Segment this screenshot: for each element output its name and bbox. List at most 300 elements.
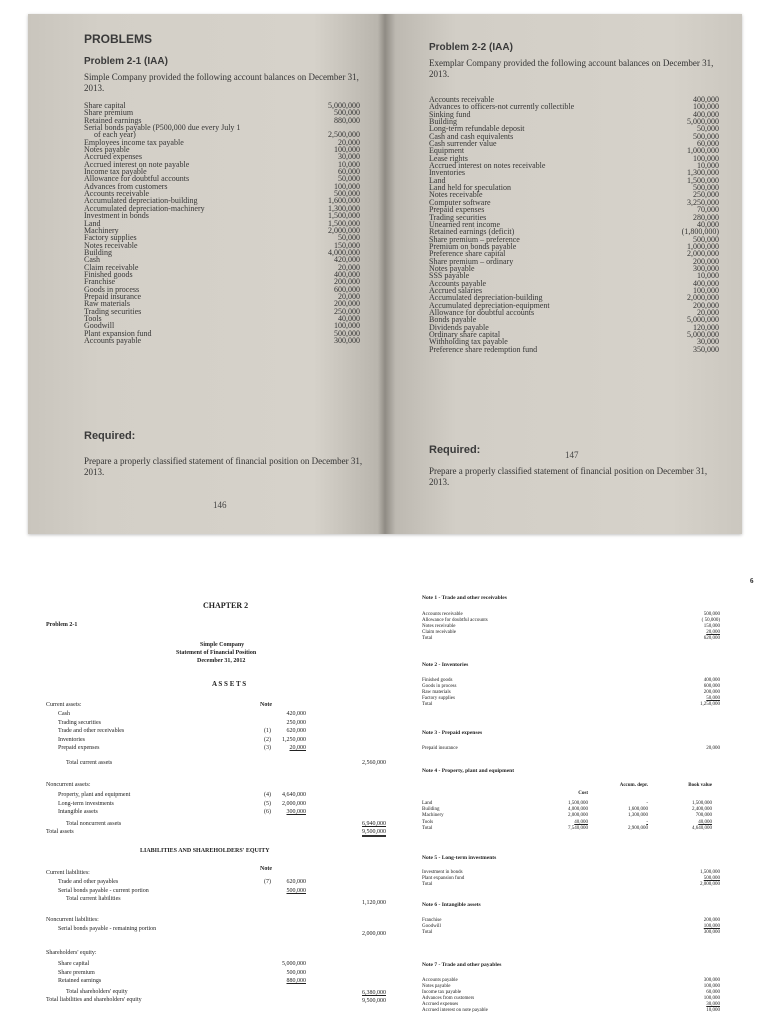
account-balance: 300,000 (693, 263, 719, 273)
ppe-accum-depr: 1,300,000 (628, 813, 648, 819)
account-balance: 500,000 (334, 328, 360, 338)
account-name: Land (429, 175, 446, 185)
account-name: Trading securities (429, 212, 487, 222)
account-balance: 3,250,000 (687, 197, 719, 207)
account-name: Lease rights (429, 153, 468, 163)
note-5-title: Note 5 - Long-term investments (422, 855, 497, 861)
ppe-item-label: Machinery (422, 813, 444, 819)
account-balance: 10,000 (338, 159, 360, 169)
note-item-label: Prepaid insurance (422, 746, 458, 751)
statement-line-amount: 420,000 (286, 711, 306, 717)
account-balance: 100,000 (334, 321, 360, 331)
account-name: Accrued expenses (84, 152, 142, 162)
required-text: Prepare a properly classified statement of financial position on December 31, 2013. (429, 466, 708, 487)
account-row (84, 249, 360, 256)
ppe-accum-depr: 2,900,000 (628, 825, 648, 831)
account-balance: 400,000 (693, 95, 719, 104)
ppe-accum-depr: - (646, 819, 648, 825)
note-item-amount: 1,250,000 (700, 702, 720, 708)
note-item-label: Raw materials (422, 690, 451, 696)
note-item-label: Allowance for doubtful accounts (422, 618, 488, 624)
account-balance: 50,000 (338, 174, 360, 184)
account-name: Inventories (429, 168, 465, 178)
account-balance: 1,500,000 (687, 175, 719, 185)
account-row (84, 315, 360, 322)
account-balance: 880,000 (334, 115, 360, 125)
account-name: Investment in bonds (84, 211, 149, 221)
account-name: Cash and cash equivalents (429, 131, 514, 141)
account-name: Share capital (84, 101, 126, 110)
account-balance: 100,000 (693, 102, 719, 112)
account-balance: 300,000 (334, 336, 360, 345)
account-balance: 50,000 (338, 233, 360, 243)
required-label: Required: (84, 430, 136, 442)
account-balance: 500,000 (334, 108, 360, 118)
account-name: Accumulated depreciation-building (429, 293, 543, 303)
note-item-amount: 2,000,000 (700, 882, 720, 888)
statement-line-amount: 500,000 (286, 969, 306, 976)
account-balance: 500,000 (693, 131, 719, 141)
note-item-label: Claim receivable (422, 630, 457, 636)
account-row (429, 103, 719, 110)
account-name: Premium on bonds payable (429, 241, 517, 251)
statement-line-label: Serial bonds payable - current portion (58, 887, 149, 894)
statement-line-note: (2) (264, 736, 271, 743)
account-row (84, 220, 360, 227)
total-liabilities-equity-label: Total liabilities and shareholders' equity (46, 997, 142, 1003)
account-name: Accumulated depreciation-machinery (84, 203, 205, 213)
noncurrent-liability-item: Serial bonds payable - remaining portion (58, 926, 157, 932)
account-balance: 30,000 (338, 152, 360, 162)
statement-line-label: Inventories (58, 736, 85, 743)
account-row (84, 242, 360, 249)
account-balance: 20,000 (338, 137, 360, 147)
note-item-label: Accounts payable (422, 978, 458, 983)
page-number: 146 (213, 500, 227, 510)
account-name: Computer software (429, 197, 491, 207)
ppe-book-value: 700,000 (695, 813, 712, 819)
note-item-label: Notes receivable (422, 624, 456, 630)
account-balance: 1,600,000 (328, 196, 360, 206)
statement-line-note: (1) (264, 728, 271, 734)
account-name: Accumulated depreciation-building (84, 196, 198, 206)
statement-line-label: Trade and other receivables (58, 728, 125, 734)
account-name: Cash surrender value (429, 139, 497, 149)
account-balance: 5,000,000 (687, 315, 719, 325)
section-heading: PROBLEMS (84, 32, 153, 46)
note-3-title: Note 3 - Prepaid expenses (422, 730, 483, 736)
account-balance-list (84, 102, 360, 344)
statement-line-amount: 880,000 (286, 978, 306, 984)
account-balance: 1,500,000 (328, 211, 360, 221)
account-balance: 70,000 (697, 205, 719, 215)
statement-line-amount: 620,000 (286, 879, 306, 885)
account-name: Prepaid insurance (84, 291, 142, 301)
account-row (429, 346, 719, 353)
account-name: Building (84, 247, 113, 257)
note-item-label: Factory supplies (422, 696, 455, 702)
noncurrent-liabilities-label: Noncurrent liabilities: (46, 917, 99, 923)
note-2-list (422, 678, 720, 708)
ppe-accum-depr: - (646, 801, 648, 806)
statement-line-note: (3) (264, 745, 271, 751)
statement-line-label: Trade and other payables (58, 879, 119, 885)
note-item-label: Accrued interest on note payable (422, 1008, 488, 1014)
account-balance: 250,000 (693, 190, 719, 200)
note-item-amount: 500,000 (703, 612, 720, 617)
account-balance: 200,000 (693, 256, 719, 266)
ppe-book-value: 40,000 (698, 819, 712, 825)
account-name: Notes receivable (429, 190, 483, 200)
note-item-label: Total (422, 930, 433, 936)
statement-line-label: Intangible assets (58, 809, 98, 815)
note-item-label: Total (422, 882, 433, 888)
note-2-title: Note 2 - Inventories (422, 662, 469, 668)
account-name: Preference share redemption fund (429, 344, 538, 354)
account-balance: 200,000 (693, 300, 719, 310)
note-1-list (422, 612, 720, 642)
account-name: Equipment (429, 146, 465, 156)
account-name: Income tax payable (84, 167, 147, 177)
statement-line-amount: 2,000,000 (282, 800, 306, 807)
statement-line-note: (7) (264, 879, 271, 885)
account-balance: 60,000 (338, 167, 360, 177)
statement-line-amount: 620,000 (286, 728, 306, 734)
account-name: Finished goods (84, 269, 133, 279)
note-item-amount: 20,000 (706, 746, 720, 751)
account-name: Advances from customers (84, 181, 168, 191)
ppe-cost: 4,000,000 (568, 807, 588, 813)
note-item-amount: ( 50,000) (701, 618, 720, 624)
note-row (422, 1008, 720, 1014)
statement-line-amount: 20,000 (289, 745, 306, 751)
account-balance: 600,000 (334, 284, 360, 294)
account-name: Bonds payable (429, 315, 477, 325)
note-7-title: Note 7 - Trade and other payables (422, 962, 502, 968)
note-item-amount: 100,000 (703, 924, 720, 930)
ppe-cost: 7,540,000 (568, 825, 588, 831)
note-column-header: Note (260, 866, 272, 872)
note-5-list (422, 870, 720, 888)
note-item-label: Advances from customers (422, 996, 475, 1002)
note-item-amount: 600,000 (703, 684, 720, 690)
account-row (429, 140, 719, 147)
note-item-label: Finished goods (422, 678, 453, 683)
chapter-title: CHAPTER 2 (203, 601, 249, 610)
account-name: Goodwill (84, 321, 115, 331)
account-name: Ordinary share capital (429, 330, 501, 339)
account-name: Retained earnings (deficit) (429, 227, 515, 237)
current-liabilities-label: Current liabilities: (46, 870, 90, 876)
account-row (84, 212, 360, 219)
account-name: Share premium – preference (429, 234, 520, 244)
account-balance: 20,000 (338, 291, 360, 301)
note-item-label: Franchise (422, 918, 442, 923)
statement-line-note: (4) (264, 792, 271, 798)
note-item-amount: 50,000 (706, 696, 720, 702)
ppe-cost: 2,000,000 (568, 813, 588, 819)
account-name: Preference share capital (429, 249, 506, 259)
note-item-amount: 60,000 (706, 990, 720, 996)
ppe-item-label: Total (422, 825, 433, 831)
account-name: Allowance for doubtful accounts (429, 307, 535, 317)
account-balance: 1,000,000 (687, 241, 719, 251)
statement-line-label: Long-term investments (58, 800, 114, 807)
account-balance: 5,000,000 (328, 101, 360, 110)
statement-line-label: Prepaid expenses (58, 745, 100, 751)
account-balance: 1,500,000 (328, 218, 360, 228)
account-name: Accrued interest on notes receivable (429, 161, 546, 171)
account-balance: 5,000,000 (687, 330, 719, 339)
total-current-liabilities-amount: 1,120,000 (362, 900, 386, 906)
account-balance: 10,000 (697, 271, 719, 281)
statement-line-amount: 5,000,000 (282, 961, 306, 967)
note-column-header: Note (260, 702, 272, 708)
noncurrent-liability-amount: 2,000,000 (362, 931, 386, 937)
account-balance: 100,000 (334, 181, 360, 191)
ppe-book-value: 4,640,000 (692, 825, 712, 831)
note-4-title: Note 4 - Property, plant and equipment (422, 768, 515, 774)
account-balance: 420,000 (334, 255, 360, 265)
note-item-label: Plant expansion fund (422, 876, 465, 882)
account-row (429, 162, 719, 169)
page-number: 147 (565, 450, 579, 460)
note-row (422, 882, 720, 888)
account-balance: 1,000,000 (687, 146, 719, 156)
problem-intro: Exemplar Company provided the following account balances on December 31, 2013. (429, 58, 714, 79)
account-balance: 2,000,000 (687, 249, 719, 259)
account-row (429, 265, 719, 272)
total-liabilities-equity-amount: 9,500,000 (362, 998, 386, 1004)
account-name: Share premium (84, 108, 134, 118)
note-item-amount: 200,000 (703, 690, 720, 696)
total-current-assets-label: Total current assets (66, 760, 113, 766)
note-item-amount: 150,000 (703, 624, 720, 630)
ppe-item-label: Tools (422, 819, 434, 825)
account-balance: 20,000 (338, 262, 360, 272)
note-item-amount: 300,000 (703, 978, 720, 983)
account-name: Accrued interest on note payable (84, 159, 190, 169)
ppe-cost: 40,000 (574, 819, 588, 825)
ppe-book-value: 1,500,000 (692, 801, 712, 806)
account-name: Unearned rent income (429, 219, 501, 229)
account-name: Accrued salaries (429, 285, 483, 295)
account-balance: 2,500,000 (328, 130, 360, 140)
ppe-cost: 1,500,000 (568, 801, 588, 806)
account-balance: 30,000 (697, 337, 719, 347)
note-item-amount: 400,000 (703, 678, 720, 683)
note-7-list (422, 978, 720, 1015)
problem-title: Problem 2-2 (IAA) (429, 42, 513, 53)
account-name: Tools (84, 313, 102, 323)
statement-line-amount: 500,000 (286, 887, 306, 894)
account-name: Notes payable (84, 145, 130, 155)
account-balance: 2,000,000 (687, 293, 719, 303)
account-name: Long-term refundable deposit (429, 124, 525, 134)
note-item-label: Total (422, 702, 433, 708)
account-balance: 200,000 (334, 299, 360, 309)
account-name: Prepaid expenses (429, 205, 485, 215)
col-book-value: Book value (688, 783, 712, 788)
account-balance: 40,000 (697, 219, 719, 229)
account-name: Land (84, 218, 101, 228)
note-3-list (422, 746, 720, 752)
note-item-amount: 100,000 (703, 996, 720, 1002)
account-balance: (1,800,000) (681, 227, 719, 237)
liabilities-heading: LIABILITIES AND SHAREHOLDERS' EQUITY (140, 848, 270, 854)
account-balance: 5,000,000 (687, 117, 719, 127)
account-name: Share premium – ordinary (429, 256, 514, 266)
total-noncurrent-amount: 6,940,000 (362, 821, 386, 827)
account-row (84, 271, 360, 278)
col-cost: Cost (578, 791, 588, 796)
note-row (422, 636, 720, 642)
account-name: Advances to officers-not currently collectible (429, 102, 575, 112)
account-name: Withholding tax payable (429, 337, 508, 347)
note-item-amount: 30,000 (706, 1002, 720, 1008)
assets-heading: A S S E T S (212, 680, 247, 688)
note-1-title: Note 1 - Trade and other receivables (422, 595, 507, 601)
account-name: Trading securities (84, 306, 142, 316)
ppe-item-label: Land (422, 801, 433, 806)
account-name: Goods in process (84, 284, 140, 294)
statement-line-label: Cash (58, 711, 70, 717)
account-balance: 10,000 (697, 161, 719, 171)
note-item-amount: 20,000 (706, 630, 720, 636)
note-item-amount: 500,000 (703, 876, 720, 882)
account-balance: 50,000 (697, 124, 719, 134)
col-accum-depr: Accum. depr. (619, 783, 648, 788)
problem-label: Problem 2-1 (46, 622, 78, 628)
account-balance: 250,000 (334, 306, 360, 316)
equity-label: Shareholders' equity: (46, 950, 97, 956)
account-balance: 400,000 (334, 269, 360, 279)
note-item-label: Total (422, 636, 433, 642)
account-balance: 400,000 (693, 278, 719, 288)
statement-line-amount: 1,250,000 (282, 736, 306, 743)
account-name: Notes receivable (84, 240, 138, 250)
account-name: Accumulated depreciation-equipment (429, 300, 550, 310)
account-balance: 4,000,000 (328, 247, 360, 257)
account-balance: 500,000 (693, 234, 719, 244)
solution-document (0, 560, 768, 1024)
company-name: Simple Company (200, 642, 245, 648)
note-item-label: Accrued expenses (422, 1002, 459, 1008)
statement-line-label: Retained earnings (58, 978, 102, 984)
account-balance: 60,000 (697, 139, 719, 149)
problem-intro: Simple Company provided the following account balances on December 31, 2013. (84, 72, 359, 93)
required-text: Prepare a properly classified statement of financial position on December 31, 2013. (84, 456, 363, 477)
ppe-item-label: Building (422, 807, 440, 813)
total-assets-amount: 9,500,000 (362, 829, 386, 835)
account-balance: 150,000 (334, 240, 360, 250)
account-name: Plant expansion fund (84, 328, 152, 338)
account-name: Claim receivable (84, 262, 139, 272)
account-balance: 500,000 (334, 189, 360, 199)
account-name: Dividends payable (429, 322, 489, 332)
statement-date: December 31, 2012 (197, 658, 246, 664)
account-row (429, 111, 719, 118)
account-name: Land held for speculation (429, 183, 511, 193)
page-corner-number: 6 (750, 577, 754, 585)
statement-line-note: (6) (264, 809, 271, 815)
account-name: Sinking fund (429, 109, 471, 119)
statement-line-label: Property, plant and equipment (58, 792, 131, 798)
account-balance: 400,000 (693, 109, 719, 119)
left-page (28, 14, 385, 534)
required-label: Required: (429, 444, 481, 456)
account-row (84, 337, 360, 344)
account-name: Employees income tax payable (84, 137, 184, 147)
note-item-label: Investment in bonds (422, 870, 463, 875)
account-balance: 1,300,000 (687, 168, 719, 178)
total-current-assets-amount: 2,560,000 (362, 760, 386, 766)
account-name: Cash (84, 255, 100, 265)
total-equity-amount: 6,380,000 (362, 990, 386, 996)
statement-title: Statement of Financial Position (176, 650, 257, 656)
account-balance: 1,300,000 (328, 203, 360, 213)
noncurrent-assets-label: Noncurrent assets: (46, 782, 91, 788)
statement-line-label: Trading securities (58, 719, 101, 726)
note-item-label: Goodwill (422, 924, 441, 930)
ppe-book-value: 2,400,000 (692, 807, 712, 813)
textbook-photo (28, 14, 742, 534)
note-item-amount: 10,000 (706, 1008, 720, 1014)
total-current-liabilities-label: Total current liabilities (66, 896, 121, 902)
statement-line-amount: 250,000 (286, 719, 306, 726)
account-name: Raw materials (84, 299, 130, 309)
note-item-amount: 200,000 (703, 918, 720, 923)
current-assets-label: Current assets: (46, 702, 82, 708)
account-name: Allowance for doubtful accounts (84, 174, 190, 184)
note-6-title: Note 6 - Intangible assets (422, 902, 481, 908)
account-name: Franchise (84, 277, 116, 287)
note-item-label: Accounts receivable (422, 612, 463, 617)
account-name: Retained earnings (84, 115, 142, 125)
account-balance: 2,000,000 (328, 225, 360, 235)
ppe-accum-depr: 1,600,000 (628, 807, 648, 813)
account-name: Accounts payable (429, 278, 487, 288)
account-name: Serial bonds payable (P500,000 due every July 1 (84, 123, 241, 133)
account-name: Accounts payable (84, 336, 142, 345)
problem-title: Problem 2-1 (IAA) (84, 56, 168, 67)
note-row (422, 746, 720, 752)
statement-line-amount: 4,640,000 (282, 792, 306, 798)
note-item-amount: 300,000 (703, 930, 720, 936)
total-equity-label: Total shareholders' equity (66, 989, 128, 995)
account-balance: 100,000 (334, 145, 360, 155)
account-balance: 280,000 (693, 212, 719, 222)
account-name: Accounts receivable (429, 95, 495, 104)
account-balance: 20,000 (697, 307, 719, 317)
statement-line-amount: 300,000 (286, 809, 306, 815)
account-balance: 100,000 (693, 285, 719, 295)
total-assets-label: Total assets (46, 829, 74, 835)
account-balance: 100,000 (693, 153, 719, 163)
note-item-label: Goods in process (422, 684, 457, 690)
account-name: of each year) (94, 130, 136, 140)
account-row (429, 147, 719, 154)
statement-line-note: (5) (264, 800, 271, 807)
right-page (385, 14, 742, 534)
account-name: Notes payable (429, 263, 475, 273)
account-name: Accounts receivable (84, 189, 150, 199)
account-row (84, 308, 360, 315)
note-item-amount: 100,000 (703, 984, 720, 990)
note-item-label: Income tax payable (422, 990, 462, 996)
note-row (422, 930, 720, 936)
note-6-list (422, 918, 720, 936)
